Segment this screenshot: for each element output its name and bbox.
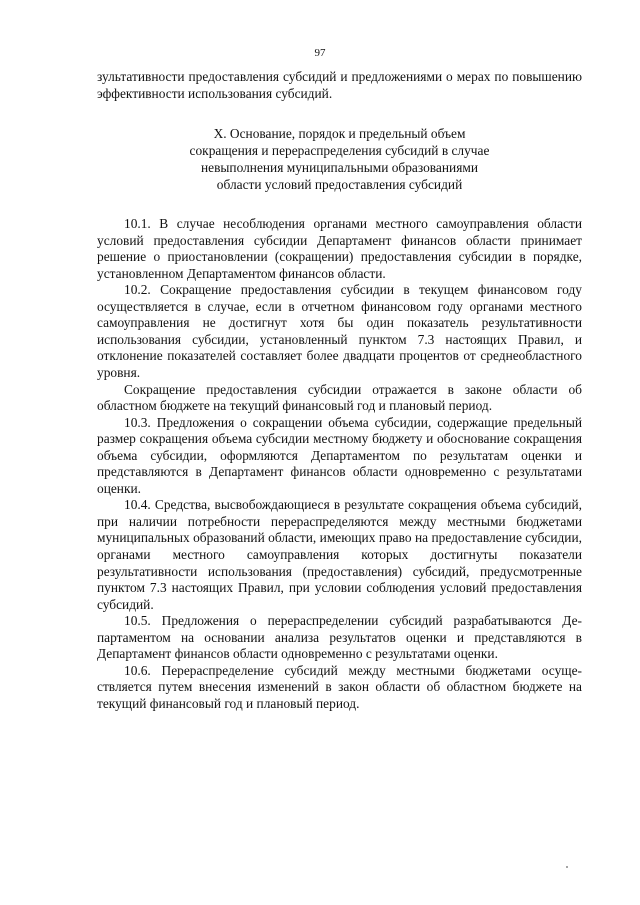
section-title bbox=[97, 125, 582, 193]
page-number: 97 bbox=[314, 47, 326, 59]
section-title-line: X. Основание, порядок и предельный объем bbox=[213, 126, 466, 142]
paragraph-10-3: 10.3. Предложения о сокращении объема субсидии, содержащие предельный размер сокращения объема субсидии местному бюджету и обоснование сокращения объема субсидии, оформляются Департаментом по результатам оценки и представляются в Департамент финансов области одновременно с результатами оценки. bbox=[97, 414, 582, 496]
section-title-line: сокращения и перераспределения субсидий в случае bbox=[189, 143, 490, 159]
paragraph-10-1: 10.1. В случае несоблюдения органами местного самоуправления области условий предоставления субсидии Департамент финансов области принимает решение о приостановлении (сокращении) предоставления субсидии в порядке, установленном Департаментом финансов области. bbox=[97, 216, 582, 281]
intro-continuation: зультативности предоставления субсидий и предложениями о мерах по повышению эффективности использования субсидий. bbox=[97, 69, 582, 101]
section-title-line: невыполнения муниципальными образованиями bbox=[200, 160, 479, 176]
scan-speck bbox=[566, 866, 568, 868]
paragraph-10-5: 10.5. Предложения о перераспределении субсидий разрабатываются Департаментом на основании анализа результатов оценки и представляются в Департамент финансов области одновременно с результатами оценки. bbox=[97, 613, 582, 662]
document-body bbox=[97, 69, 582, 713]
paragraph-10-2: 10.2. Сокращение предоставления субсидии в текущем финансовом году осуществляется в случае, если в отчетном финансовом году органами местного самоуправления не достигнут хотя бы один показатель результативности использования субсидии, установленный пунктом 7.3 настоящих Правил, и отклонение показателей составляет более двадцати процентов от среднеобластного уровня. bbox=[97, 282, 582, 381]
section-title-line: области условий предоставления субсидий bbox=[216, 177, 463, 193]
paragraph-reduction-note: Сокращение предоставления субсидии отражается в законе области об областном бюджете на текущий финансовый год и плановый период. bbox=[97, 381, 582, 414]
paragraph-10-4: 10.4. Средства, высвобождающиеся в результате сокращения объема субсидий, при наличии потребности перераспределяются между местными бюджетами муниципальных образований области, имеющих право на предоставление субсидии, органами местного самоуправления которых достигнуты показатели результативности использования (предоставления) субсидий, предусмотренные пунктом 7.3 настоящих Правил, при условии соблюдения условий предоставления субсидий. bbox=[97, 497, 582, 612]
paragraph-10-6: 10.6. Перераспределение субсидий между местными бюджетами осуществляется путем внесения изменений в закон области об областном бюджете на текущий финансовый год и плановый период. bbox=[97, 662, 582, 711]
